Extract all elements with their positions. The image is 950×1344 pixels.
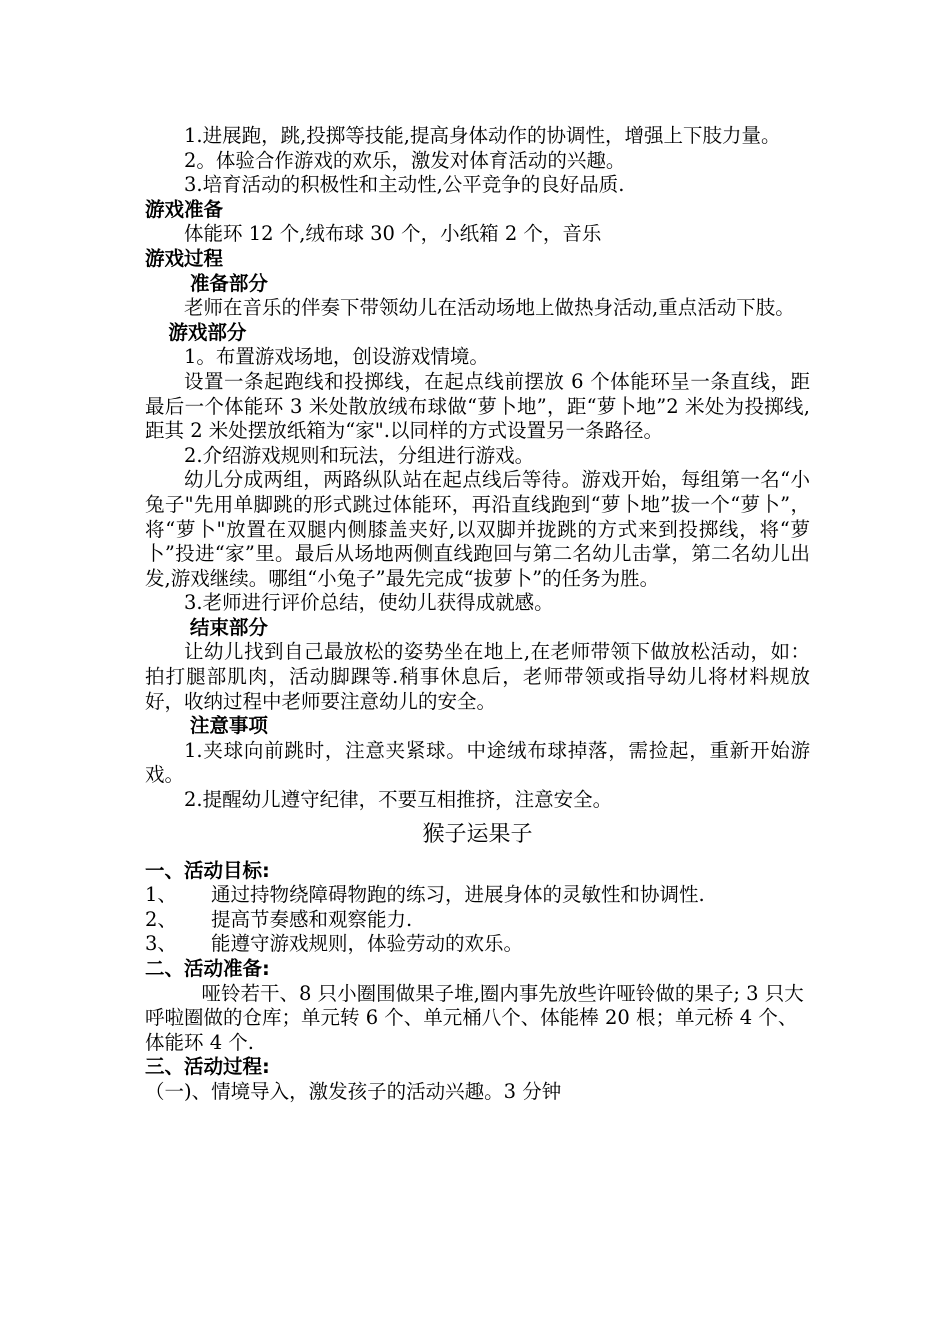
materials-heading: 二、活动准备: (145, 957, 270, 980)
warmup-text: 老师在音乐的伴奏下带领幼儿在活动场地上做热身活动,重点活动下肢。 (184, 296, 795, 320)
process-heading: 游戏过程 (145, 246, 224, 270)
goal-2: 2。体验合作游戏的欢乐，激发对体育活动的兴趣。 (184, 148, 626, 172)
document-page (145, 124, 810, 1105)
goals-heading: 一、活动目标: (145, 858, 270, 882)
game-step-2: 2.介绍游戏规则和玩法，分组进行游戏。 (184, 443, 535, 467)
end-heading: 结束部分 (189, 615, 268, 639)
warmup-heading: 准备部分 (189, 271, 268, 295)
goal-item-number: 1、 (145, 883, 177, 907)
game-step-1: 1。布置游戏场地，创设游戏情境。 (184, 345, 489, 369)
goal-item-number: 3、 (145, 932, 177, 956)
goal-item-number: 2、 (145, 907, 177, 931)
notes-heading: 注意事项 (189, 714, 268, 738)
note-1: 1.夹球向前跳时，注意夹紧球。中途绒布球掉落，需捡起，重新开始游戏。 (145, 738, 810, 787)
goal-3: 3.培育活动的积极性和主动性,公平竞争的良好品质. (184, 173, 625, 197)
section-title: 猴子运果子 (422, 821, 533, 847)
goal-1: 1.进展跑，跳,投掷等技能,提高身体动作的协调性，增强上下肢力量。 (184, 124, 781, 147)
game-step-3: 3.老师进行评价总结，使幼儿获得成就感。 (184, 591, 554, 615)
game-rules-text: 幼儿分成两组，两路纵队站在起点线后等待。游戏开始，每组第一名“小兔子"先用单脚跳的形式跳过体能环，再沿直线跑到“萝卜地”拔一个“萝卜”，将“萝卜"放置在双腿内侧膝盖夹好,以双脚并拢跳的方式来到投掷线，将“萝卜”投进“家”里。最后从场地两侧直线跑回与第二名幼儿击掌，第二名幼儿出发,游戏继续。哪组“小兔子”最先完成“拔萝卜”的任务为胜。 (145, 468, 810, 590)
goal-item-text: 能遵守游戏规则，体验劳动的欢乐。 (211, 932, 524, 956)
note-2: 2.提醒幼儿遵守纪律，不要互相推挤，注意安全。 (184, 788, 613, 812)
game-heading: 游戏部分 (168, 320, 247, 344)
game-setup-text: 设置一条起跑线和投掷线，在起点线前摆放 6 个体能环呈一条直线，距最后一个体能环 3 米处散放绒布球做“萝卜地”，距“萝卜地”2 米处为投掷线,距其 2 米处摆放纸箱为“家".以同样的方式设置另一条路径。 (145, 369, 810, 443)
goal-item (145, 883, 810, 908)
goal-item (145, 932, 810, 957)
goal-item (145, 908, 810, 933)
prep-text: 体能环 12 个,绒布球 30 个，小纸箱 2 个，音乐 (184, 222, 602, 246)
end-text: 让幼儿找到自己最放松的姿势坐在地上,在老师带领下做放松活动，如：拍打腿部肌肉，活动脚踝等.稍事休息后，老师带领或指导幼儿将材料规放好，收纳过程中老师要注意幼儿的安全。 (145, 640, 810, 713)
goal-item-text: 通过持物绕障碍物跑的练习，进展身体的灵敏性和协调性. (211, 883, 705, 907)
prep-heading: 游戏准备 (145, 197, 224, 221)
goal-item-text: 提高节奏感和观察能力. (211, 907, 413, 931)
process-heading-2: 三、活动过程: (145, 1055, 270, 1079)
materials-text: 哑铃若干、8 只小圈围做果子堆,圈内事先放些许哑铃做的果子; 3 只大呼啦圈做的仓库；单元转 6 个、单元桶八个、体能棒 20 根；单元桥 4 个、体能环 4 个. (145, 981, 804, 1054)
process-substep: （一)、情境导入，激发孩子的活动兴趣。3 分钟 (145, 1079, 562, 1103)
